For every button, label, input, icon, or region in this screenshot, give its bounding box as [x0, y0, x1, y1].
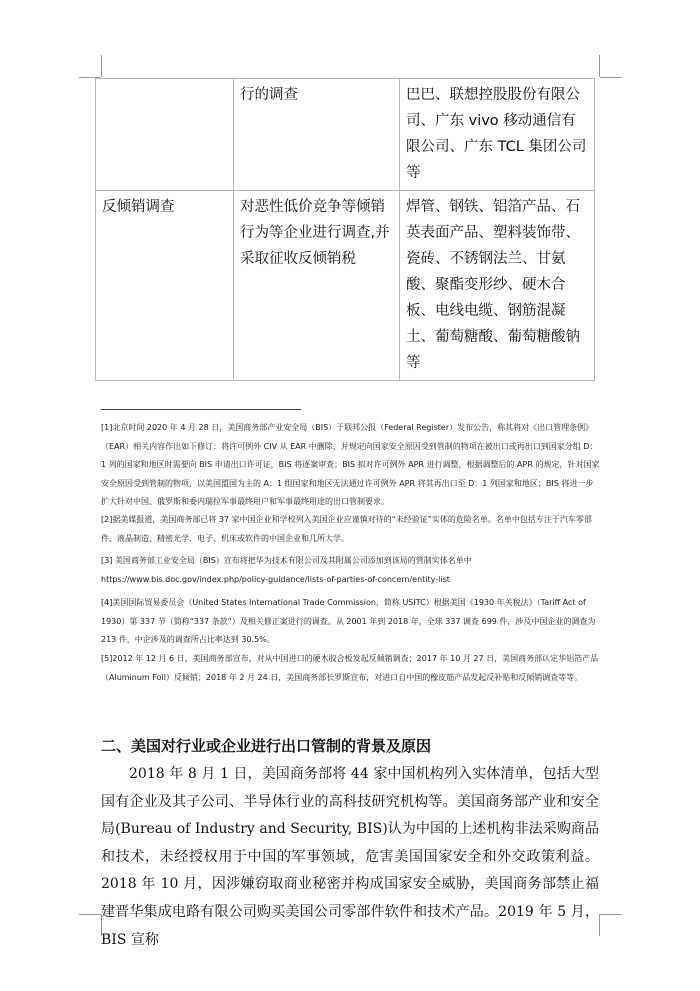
footnote-5: [5]2012 年 12 月 6 日，美国商务部宣布，对从中国进口的硬木胶合板发起反倾销调查；2017 年 10 月 27 日，美国商务部认定华铝箔产品（Aluminum Foil）反倾销；2018 年 2 月 24 日，美国商务部长罗斯宣布，对进口自中国的橡皮筋产品发起反补贴和反倾销调查等等。	[101, 654, 599, 682]
crop-mark-top-right-v	[599, 55, 600, 77]
table-cell-reason: 行的调查	[234, 79, 400, 191]
table-cell-reason: 对恶性低价竞争等倾销行为等企业进行调查,并采取征收反倾销税	[234, 191, 400, 381]
footnote-4: [4]美国国际贸易委员会（United States International Trade Commission，简称 USITC）根据美国《1930 年关税法》（Tariff Act of 1930）第 337 节（简称“337 条款”）及相关修正案进行的调查。从 2001 年到 2018 年，全球 337 调查 699 件，涉及中国企业的调查为 213 件，中企涉及的调查所占比率达到 30.5%。	[101, 598, 596, 644]
table-cell-type: 反倾销调查	[96, 191, 234, 381]
body-paragraph: 2018 年 8 月 1 日，美国商务部将 44 家中国机构列入实体清单，包括大型国有企业及其子公司、半导体行业的高科技研究机构等。美国商务部产业和安全局(Bureau of Industry and Security, BIS)认为中国的上述机构非法采购商品和技术，未经授权用于中国的军事领域，危害美国国家安全和外交政策利益。2018 年 10 月，因涉嫌窃取商业秘密并构成国家安全威胁，美国商务部禁止福建晋华集成电路有限公司购买美国公司零部件软件和技术产品。2019 年 5 月，BIS 宣称	[101, 766, 599, 948]
footnote-1: [1]北京时间 2020 年 4 月 28 日，美国商务部产业安全局（BIS）于联邦公报（Federal Register）发布公告，称其将对《出口管理条例》（EAR）相关内容作出如下修订：将许可例外 CIV 从 EAR 中删除，并规定向国家安全原因受到管制的物项在被出口或再出口到国家分组 D：1 列的国家和地区时需要向 BIS 申请出口许可证，BIS 将逐案审查；BIS 拟对许可例外 APR 进行调整，根据调整后的 APR 的规定，针对国家安全原因受到管制的物项，以美国盟国为主的 A：1 组国家和地区无法通过许可例外 APR 将其再出口至 D：1 列国家和地区；BIS 将进一步扩大针对中国、俄罗斯和委内瑞拉军事最终用户和军事最终用途的出口管制要求。	[101, 423, 600, 506]
table-cell-type	[96, 79, 234, 191]
crop-mark-top-right-h	[600, 77, 622, 78]
footnote-separator	[101, 409, 301, 410]
crop-mark-top-left-v	[101, 55, 102, 77]
crop-mark-bottom-right-h	[600, 914, 622, 915]
table-row	[96, 191, 595, 381]
footnote-3: [3] 美国商务部工业安全局（BIS）宣布将把华为技术有限公司及其附属公司添加到该局的管制实体名单中 https://www.bis.doc.gov/index.php/policy-guidance/lists-of-parties-of-concern/entity-list	[101, 556, 472, 584]
crop-mark-bottom-right-v	[599, 914, 600, 936]
table-row	[96, 79, 595, 191]
measures-table	[95, 78, 595, 381]
table-cell-items: 焊管、钢铁、铝箔产品、石英表面产品、塑料装饰带、瓷砖、不锈钢法兰、甘氨酸、聚酯变形纱、硬木合板、电线电缆、钢筋混凝土、葡萄糖酸、葡萄糖酸钠等	[400, 191, 595, 381]
footnote-2: [2]据美媒报道，美国商务部已将 37 家中国企业和学校列入美国企业应谨慎对待的“未经验证”实体的危险名单。名单中包括专注于汽车零部件、液晶制造、精密光学、电子、机床或软件的中国企业和几所大学。	[101, 515, 592, 543]
section-heading: 二、美国对行业或企业进行出口管制的背景及原因	[101, 737, 432, 755]
table-cell-items: 巴巴、联想控股股份有限公司、广东 vivo 移动通信有限公司、广东 TCL 集团公司等	[400, 79, 595, 191]
crop-mark-bottom-left-h	[79, 914, 101, 915]
